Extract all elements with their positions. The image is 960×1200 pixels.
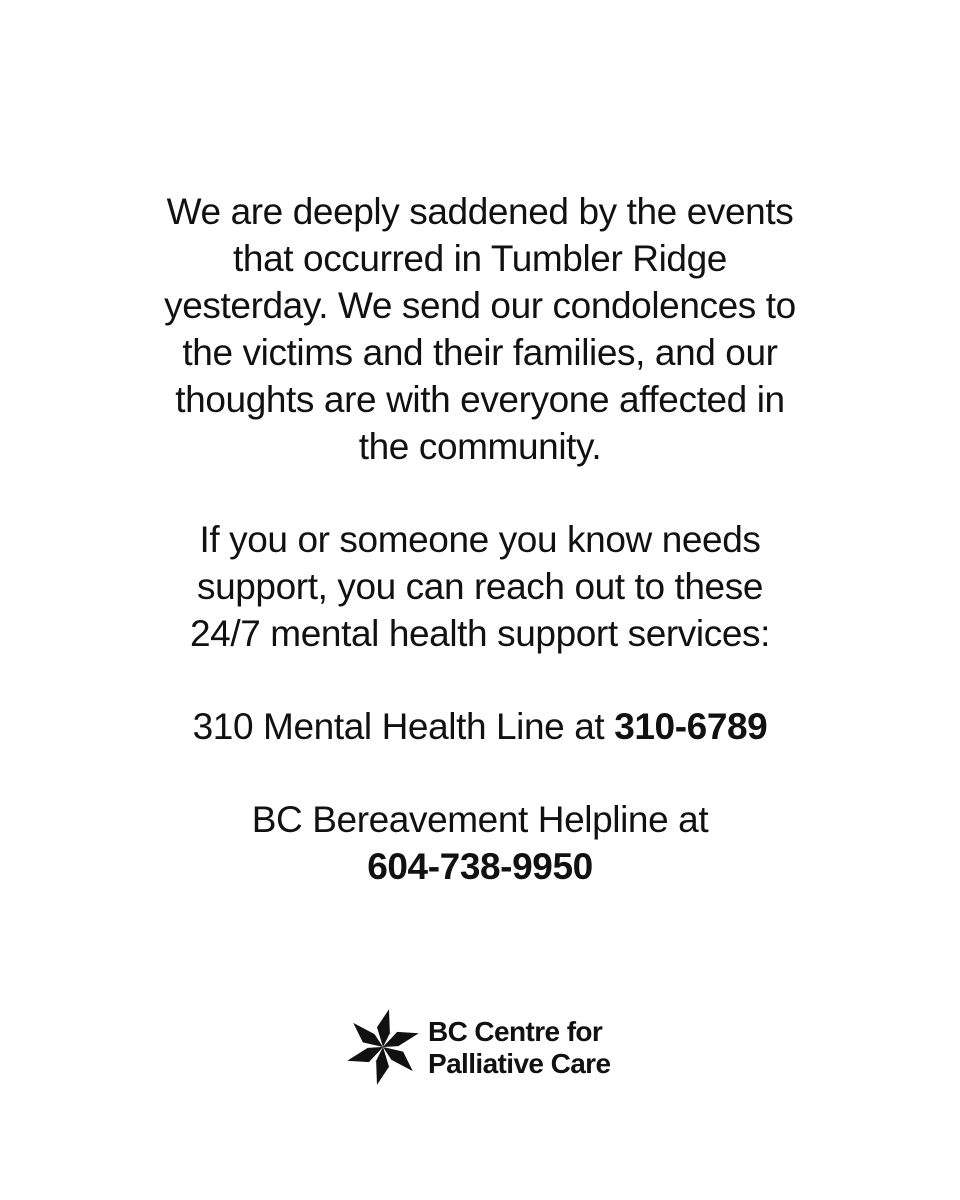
star-flower-icon <box>340 1004 426 1090</box>
support-paragraph <box>0 516 960 657</box>
logo-wordmark <box>428 1016 610 1080</box>
statement <box>0 188 960 890</box>
support-line: 24/7 mental health support services: <box>190 613 770 654</box>
condolence-line: thoughts are with everyone affected in <box>175 379 785 420</box>
mental-health-phone[interactable]: 310-6789 <box>614 706 768 747</box>
bereavement-phone[interactable]: 604-738-9950 <box>367 846 593 887</box>
condolence-line: that occurred in Tumbler Ridge <box>233 238 727 279</box>
condolence-line: We are deeply saddened by the events <box>166 191 794 232</box>
bereavement-helpline-label: BC Bereavement Helpline at <box>251 799 709 840</box>
logo-line-2: Palliative Care <box>428 1048 611 1079</box>
condolence-line: yesterday. We send our condolences to <box>164 285 796 326</box>
bereavement-helpline <box>0 796 960 890</box>
bc-centre-palliative-care-logo <box>340 1004 640 1094</box>
logo-line-1: BC Centre for <box>428 1016 603 1047</box>
mental-health-line <box>0 703 960 750</box>
support-line: support, you can reach out to these <box>196 566 764 607</box>
condolence-line: the community. <box>358 426 602 467</box>
mental-health-line-label: 310 Mental Health Line at <box>192 706 605 747</box>
condolence-paragraph <box>0 188 960 470</box>
support-line: If you or someone you know needs <box>199 519 761 560</box>
condolence-line: the victims and their families, and our <box>182 332 778 373</box>
